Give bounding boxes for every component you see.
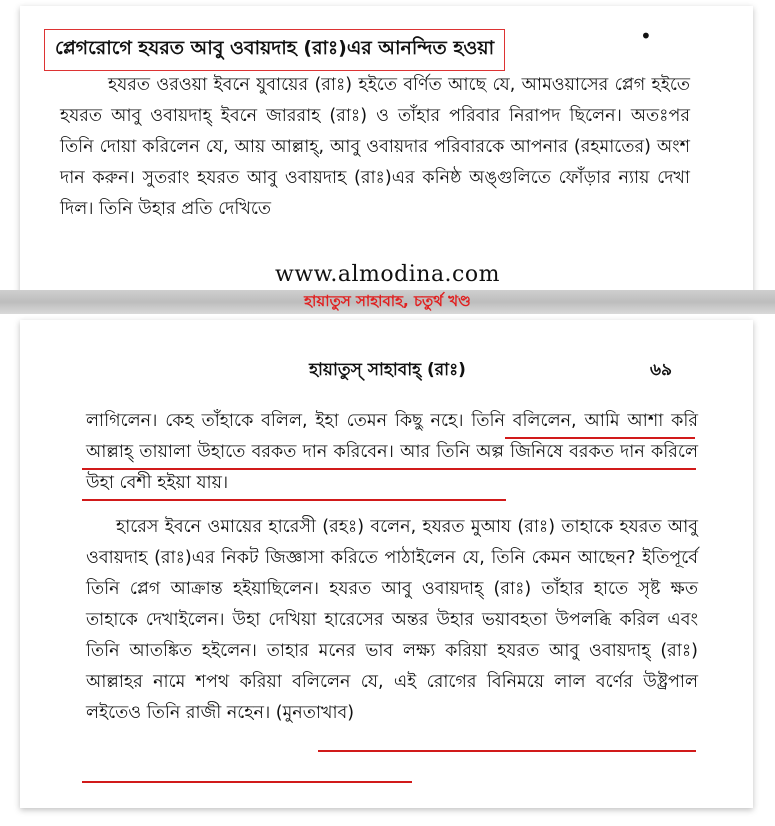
running-title: হায়াতুস্ সাহাবাহ্ (রাঃ) [309, 360, 466, 380]
section-heading: প্লেগরোগে হযরত আবু ওবায়দাহ (রাঃ)এর আনন্দিত হওয়া [44, 29, 505, 71]
bottom-paragraph-1: লাগিলেন। কেহ তাঁহাকে বলিল, ইহা তেমন কিছু নহে। তিনি বলিলেন, আমি আশা করি আল্লাহ্ তায়ালা উহাতে বরকত দান করিবেন। আর তিনি অল্প জিনিষে বরকত দান করিলে উহা বেশী হইয়া যায়। [86, 411, 698, 493]
underline-2 [82, 468, 696, 470]
watermark-site: www.almodina.com [275, 262, 500, 287]
underline-1 [505, 437, 695, 439]
page-number: ৬৯ [650, 360, 673, 380]
bottom-paragraph-2: হারেস ইবনে ওমায়ের হারেসী (রহঃ) বলেন, হযরত মুআয (রাঃ) তাহাকে হযরত আবু ওবায়দাহ (রাঃ)এর নিকট জিজ্ঞাসা করিতে পাঠাইলেন যে, তিনি কেমন আছেন? ইতিপূর্বে তিনি প্লেগ আক্রান্ত হইয়াছিলেন। হযরত আবু ওবায়দাহ্ (রাঃ) তাঁহার হাতে সৃষ্ট ক্ষত তাহাকে দেখাইলেন। উহা দেখিয়া হারেসের অন্তর উহার ভয়াবহতা উপলব্ধি করিল এবং তিনি আতঙ্কিত হইলেন। তাহার মনের ভাব লক্ষ্য করিয়া হযরত আবু ওবায়দাহ্ (রাঃ) আল্লাহর নামে শপথ করিয়া বলিলেন যে, এই রোগের বিনিময়ে লাল বর্ণের উষ্ট্রপাল লইতেও তিনি রাজী নহেন। (মুনতাখাব) [86, 517, 698, 723]
ink-dot: • [640, 24, 652, 48]
watermark-volume: হায়াতুস সাহাবাহ, চতুর্থ খণ্ড [304, 292, 471, 310]
underline-5 [82, 781, 412, 783]
top-paragraph: হযরত ওরওয়া ইবনে যুবায়ের (রাঃ) হইতে বর্ণিত আছে যে, আমওয়াসের প্লেগ হইতে হযরত আবু ওবায়দাহ্ ইবনে জাররাহ (রাঃ) ও তাঁহার পরিবার নিরাপদ ছিলেন। অতঃপর তিনি দোয়া করিলেন যে, আয় আল্লাহ্, আবু ওবায়দার পরিবারকে আপনার (রহমাতের) অংশ দান করুন। সুতরাং হযরত আবু ওবায়দাহ (রাঃ)এর কনিষ্ঠ অঙ্গুলিতে ফোঁড়ার ন্যায় দেখা দিল। তিনি উহার প্রতি দেখিতে [60, 75, 690, 219]
underline-3 [82, 499, 506, 501]
underline-4 [318, 750, 696, 752]
